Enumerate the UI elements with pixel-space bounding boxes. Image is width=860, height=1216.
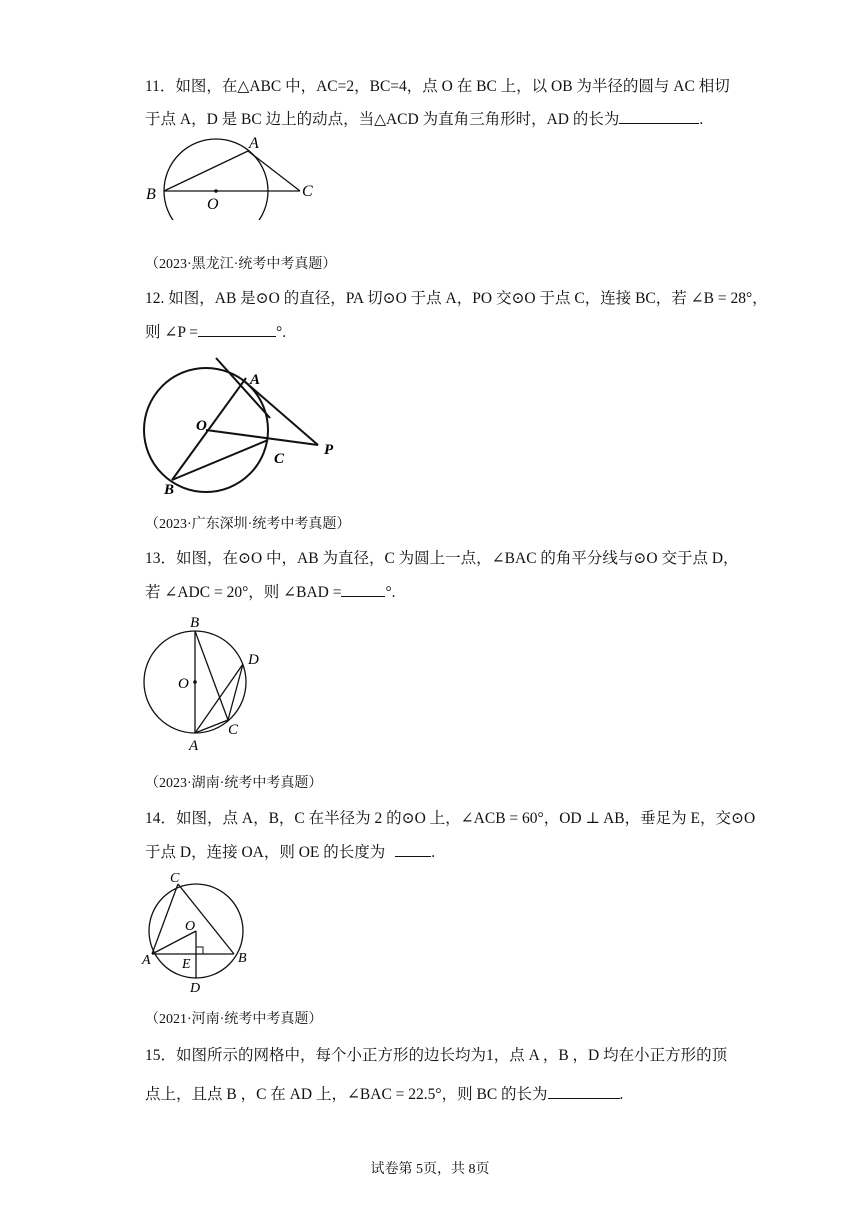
q11-line2 xyxy=(145,107,703,129)
q13-line2 xyxy=(145,580,396,602)
page-footer: 试卷第 5页，共 8页 xyxy=(370,1162,490,1177)
q15-line1: 15．如图所示的网格中，每个小正方形的边长均为1，点 A ，B ，D 均在小正方形的顶 xyxy=(145,1047,728,1064)
q12-label-C: C xyxy=(274,451,285,467)
q12-label-A: A xyxy=(250,372,261,388)
q14-label-C: C xyxy=(170,871,180,886)
q12-label-P: P xyxy=(324,442,334,458)
q11-text: 于点 A，D 是 BC 边上的动点，当△ACD 为直角三角形时，AD 的长为 xyxy=(145,111,620,128)
q11-line1: 11．如图，在△ABC 中，AC=2，BC=4，点 O 在 BC 上，以 OB 为半径的圆与 AC 相切 xyxy=(145,78,730,95)
q13-source: （2023·湖南·统考中考真题） xyxy=(145,776,323,791)
q13-label-B: B xyxy=(190,615,200,631)
q13-label-O: O xyxy=(178,676,189,692)
q11-figure xyxy=(140,130,330,220)
q14-label-B: B xyxy=(238,951,247,966)
q12-source: （2023·广东深圳·统考中考真题） xyxy=(145,517,351,532)
q14-label-D: D xyxy=(190,981,201,996)
q15-period: . xyxy=(619,1086,624,1103)
q14-answer-blank xyxy=(395,842,431,857)
q14-line1: 14．如图，点 A，B，C 在半径为 2 的⊙O 上，∠ACB = 60°，OD ⊥ AB，垂足为 E，交⊙O xyxy=(145,810,756,827)
q13-label-A: A xyxy=(189,738,199,754)
q14-line2 xyxy=(145,840,435,862)
q11-period: . xyxy=(699,111,704,128)
q15-text: 点上，且点 B ，C 在 AD 上，∠BAC = 22.5°，则 BC 的长为 xyxy=(145,1086,548,1103)
q13-line1: 13．如图，在⊙O 中，AB 为直径，C 为圆上一点，∠BAC 的角平分线与⊙O 交于点 D， xyxy=(145,550,739,567)
q13-label-C: C xyxy=(228,722,239,738)
q12-answer-blank xyxy=(198,322,276,337)
q14-text: 于点 D，连接 OA，则 OE 的长度为 xyxy=(145,844,386,861)
q15-answer-blank xyxy=(548,1084,620,1099)
q11-label-C: C xyxy=(302,183,313,200)
q11-source: （2023·黑龙江·统考中考真题） xyxy=(145,257,337,272)
q11-answer-blank xyxy=(619,109,699,124)
q14-label-O: O xyxy=(185,919,196,934)
q11-label-A: A xyxy=(249,135,259,152)
q13-answer-blank xyxy=(341,582,385,597)
q13-figure xyxy=(140,612,270,754)
q11-label-B: B xyxy=(146,186,156,203)
q12-label-O: O xyxy=(196,418,207,434)
q14-source: （2021·河南·统考中考真题） xyxy=(145,1012,323,1027)
q12-label-B: B xyxy=(164,482,175,498)
q14-period: . xyxy=(431,844,436,861)
q12-line2 xyxy=(145,320,286,342)
q13-text: 若 ∠ADC = 20°，则 ∠BAD = xyxy=(145,584,342,601)
q12-figure xyxy=(140,350,350,500)
q12-degree: °. xyxy=(276,324,287,341)
q12-line1: 12. 如图，AB 是⊙O 的直径，PA 切⊙O 于点 A，PO 交⊙O 于点 C，连接 BC，若 ∠B = 28°， xyxy=(145,290,768,307)
q11-label-O: O xyxy=(207,196,219,213)
q13-label-D: D xyxy=(248,652,259,668)
q13-degree: °. xyxy=(385,584,396,601)
q12-text: 则 ∠P = xyxy=(145,324,199,341)
q14-label-A: A xyxy=(142,953,151,968)
q14-label-E: E xyxy=(182,957,191,972)
q14-figure xyxy=(140,868,260,1000)
q15-line2 xyxy=(145,1082,623,1104)
